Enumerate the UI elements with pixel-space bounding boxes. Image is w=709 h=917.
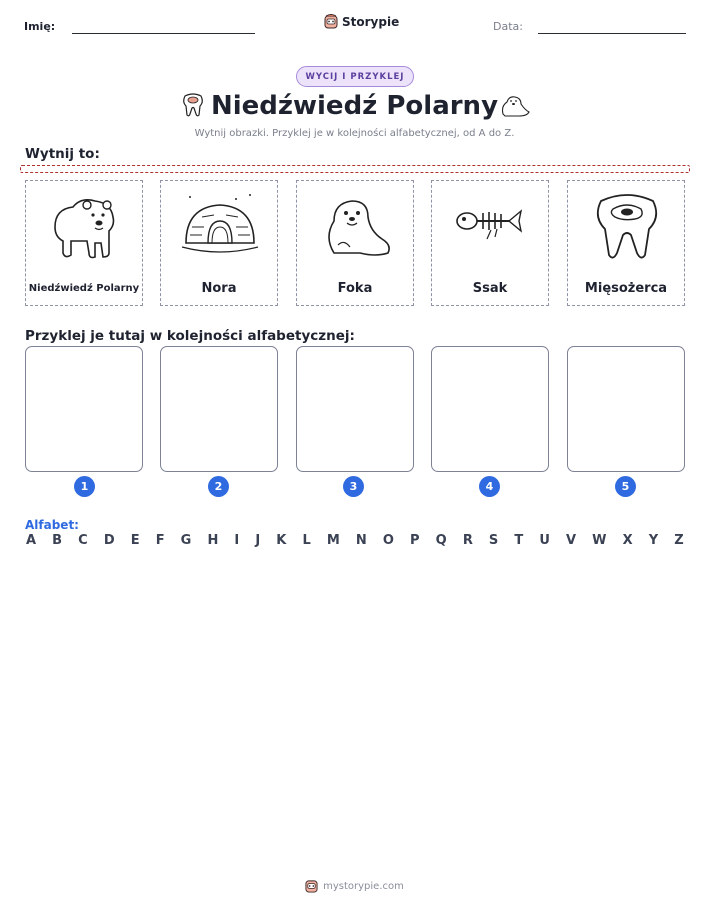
alphabet-letter: L [302, 533, 311, 548]
footer-site[interactable]: mystorypie.com [323, 880, 404, 892]
name-label: Imię: [24, 20, 56, 33]
card-label: Niedźwiedź Polarny [28, 283, 140, 294]
cut-card-polar-bear[interactable] [25, 180, 143, 306]
cut-card-seal[interactable] [296, 180, 414, 306]
alphabet-letter: Q [435, 533, 447, 548]
instructions: Wytnij obrazki. Przyklej je w kolejności alfabetycznej, od A do Z. [194, 128, 515, 139]
paste-heading: Przyklej je tutaj w kolejności alfabetycznej: [25, 328, 355, 344]
activity-badge: WYCIJ I PRZYKLEJ [296, 66, 414, 87]
cut-guide-line [20, 165, 690, 173]
alphabet-letter: A [26, 533, 37, 548]
cut-card-den[interactable] [160, 180, 278, 306]
snow-den-icon [180, 187, 260, 267]
slot-number-5: 5 [615, 476, 636, 497]
paste-slot-2[interactable] [160, 346, 278, 472]
paste-slot-3[interactable] [296, 346, 414, 472]
slot-number-4: 4 [479, 476, 500, 497]
alphabet-letter: T [514, 533, 524, 548]
alphabet-row [26, 533, 684, 548]
card-label: Ssak [472, 281, 508, 296]
card-label: Foka [337, 281, 373, 296]
alphabet-letter: V [566, 533, 577, 548]
alphabet-letter: E [130, 533, 140, 548]
alphabet-letter: G [180, 533, 192, 548]
date-label: Data: [493, 20, 523, 33]
alphabet-heading: Alfabet: [25, 518, 79, 532]
alphabet-letter: X [622, 533, 633, 548]
brand-name: Storypie [342, 14, 400, 29]
slot-number-3: 3 [343, 476, 364, 497]
alphabet-letter: P [410, 533, 420, 548]
date-line[interactable] [538, 33, 686, 34]
page-title: Niedźwiedź Polarny [210, 91, 499, 121]
alphabet-letter: N [355, 533, 367, 548]
card-label: Mięsożerca [584, 281, 668, 296]
alphabet-letter: Y [648, 533, 659, 548]
alphabet-letter: U [539, 533, 550, 548]
paste-slot-1[interactable] [25, 346, 143, 472]
alphabet-letter: J [255, 533, 261, 548]
alphabet-letter: Z [674, 533, 684, 548]
seal-icon [499, 92, 531, 118]
cut-card-carnivore[interactable] [567, 180, 685, 306]
cut-heading: Wytnij to: [25, 146, 100, 162]
slot-number-1: 1 [74, 476, 95, 497]
name-line[interactable] [72, 33, 255, 34]
tooth-meat-icon [587, 187, 667, 267]
paste-slot-5[interactable] [567, 346, 685, 472]
seal-icon [316, 187, 396, 267]
alphabet-letter: M [326, 533, 340, 548]
alphabet-letter: B [52, 533, 63, 548]
alphabet-letter: K [276, 533, 287, 548]
alphabet-letter: C [78, 533, 88, 548]
alphabet-letter: R [462, 533, 473, 548]
paste-slot-4[interactable] [431, 346, 549, 472]
slot-number-2: 2 [208, 476, 229, 497]
storypie-mascot-icon [305, 879, 318, 893]
alphabet-letter: O [382, 533, 394, 548]
polar-bear-icon [45, 187, 125, 267]
cut-card-mammal[interactable] [431, 180, 549, 306]
alphabet-letter: S [488, 533, 499, 548]
brand-logo [324, 14, 399, 29]
storypie-mascot-icon [324, 14, 338, 29]
alphabet-letter: F [155, 533, 165, 548]
card-label: Nora [201, 281, 237, 296]
alphabet-letter: D [103, 533, 115, 548]
alphabet-letter: H [207, 533, 219, 548]
fish-skeleton-icon [451, 187, 531, 267]
alphabet-letter: I [234, 533, 240, 548]
footer [0, 879, 709, 893]
alphabet-letter: W [592, 533, 607, 548]
